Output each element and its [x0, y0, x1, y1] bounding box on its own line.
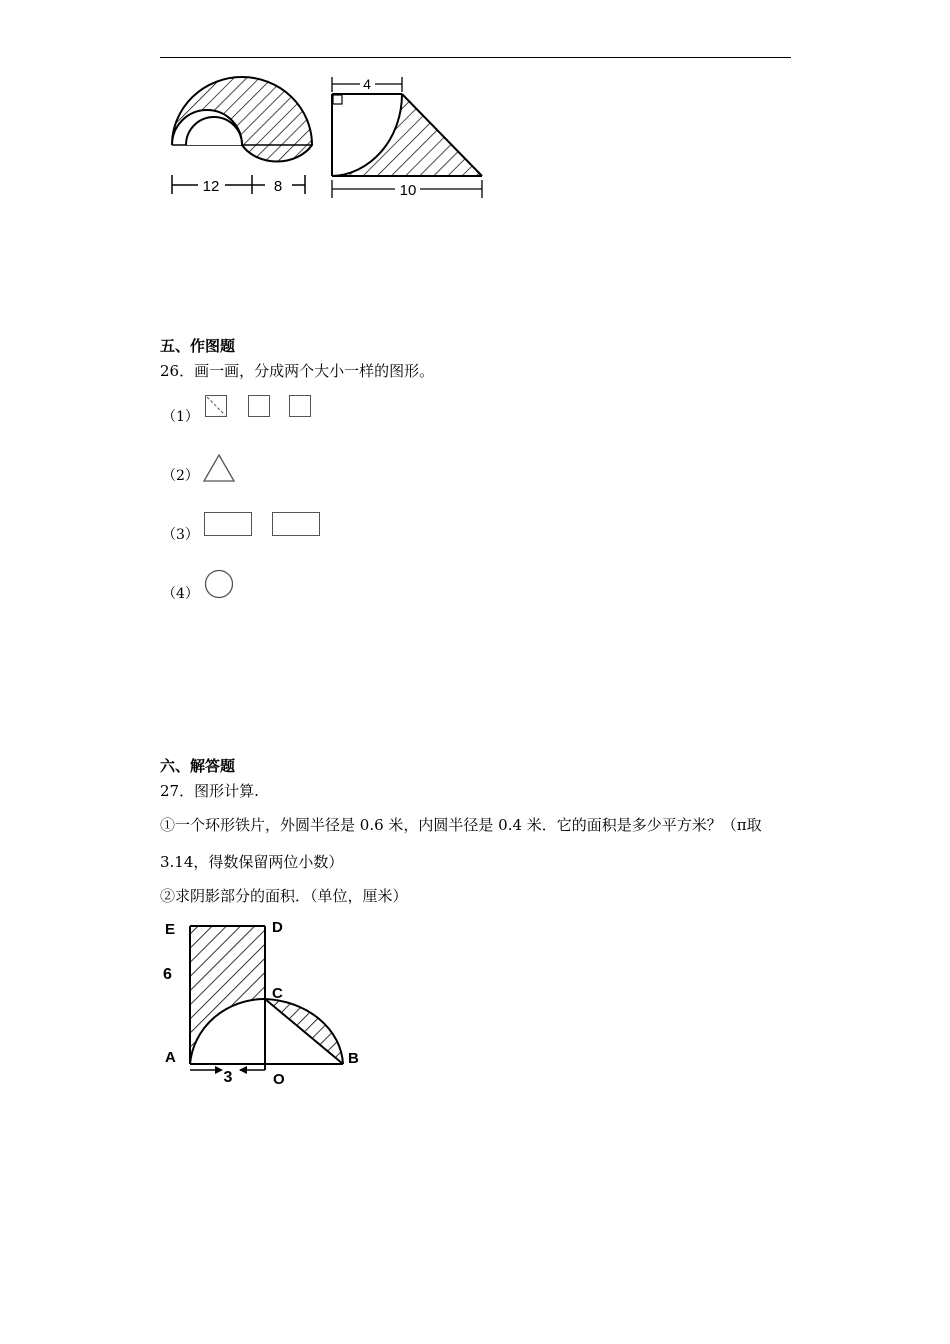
q27-part2: ②求阴影部分的面积．（单位，厘米） [160, 887, 408, 905]
point-E-label: E [165, 921, 176, 938]
q26-item3-label: （3） [162, 527, 199, 543]
rectangle-2 [272, 512, 320, 536]
side-length-label: 6 [163, 966, 172, 983]
section5-heading: 五、作图题 [160, 337, 236, 355]
point-D-label: D [272, 919, 283, 936]
square-1 [205, 395, 227, 417]
q26-item2-label: （2） [162, 468, 199, 484]
dim-bottom-label: 10 [399, 182, 417, 199]
dim-right-label: 8 [273, 178, 283, 195]
q26-text: 26．画一画，分成两个大小一样的图形。 [160, 362, 435, 380]
q26-item1-label: （1） [162, 409, 199, 425]
dim-base-label: 3 [223, 1069, 233, 1086]
circle-shape [203, 569, 235, 601]
square-2 [248, 395, 270, 417]
q26-item4-label: （4） [162, 586, 199, 602]
figure-semicircle-hatched [165, 70, 315, 205]
section6-heading: 六、解答题 [160, 757, 236, 775]
header-rule [160, 57, 791, 58]
dim-left-label: 12 [202, 178, 220, 195]
q27-part1-line2: 3.14，得数保留两位小数） [160, 853, 344, 871]
point-A-label: A [165, 1049, 176, 1066]
point-O-label: O [273, 1071, 285, 1088]
triangle-shape [202, 453, 236, 483]
point-B-label: B [348, 1050, 359, 1067]
dim-top-label: 4 [363, 76, 371, 92]
rectangle-1 [204, 512, 252, 536]
q27-title: 27．图形计算. [160, 782, 259, 800]
diagonal-dashed-line [206, 396, 226, 416]
point-C-label: C [272, 985, 283, 1002]
figure-quarter-circle-triangle [325, 72, 490, 202]
q27-part1-line1: ①一个环形铁片，外圆半径是 0.6 米，内圆半径是 0.4 米．它的面积是多少平方米？（π取 [160, 816, 762, 834]
square-3 [289, 395, 311, 417]
figure-rectangle-semicircle [155, 912, 370, 1092]
